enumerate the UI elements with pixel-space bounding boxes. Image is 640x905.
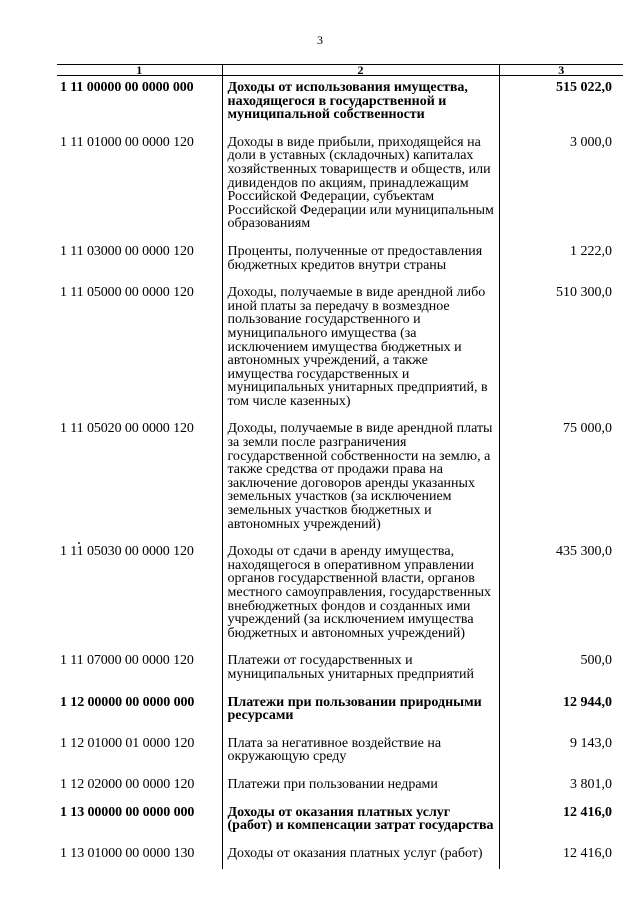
- amount-cell: 3 801,0: [570, 776, 612, 792]
- revenue-name-cell: Доходы в виде прибыли, приходящейся на доли в уставных (складочных) капиталах хозяйственных товариществ и обществ, или дивидендов по акциям, принадлежащим Российской Федерации, субъектам Российской Федерации или муниципальным образованиям: [222, 131, 499, 240]
- amount-cell: 510 300,0: [556, 285, 612, 301]
- revenue-name-cell: Плата за негативное воздействие на окружающую среду: [222, 732, 499, 773]
- amount-cell: 515 022,0: [556, 80, 612, 95]
- budget-code-cell: 1 12 00000 00 0000 000: [60, 694, 195, 710]
- table-row: [57, 540, 623, 649]
- amount-cell: 500,0: [580, 653, 612, 669]
- amount-cell: 75 000,0: [563, 421, 612, 437]
- table-row: [57, 417, 623, 540]
- column-header-2: 2: [222, 65, 499, 76]
- table-row: [57, 281, 623, 417]
- budget-code-cell: 1 11 00000 00 0000 000: [60, 80, 194, 95]
- budget-code-cell: 1 12 01000 01 0000 120: [60, 735, 195, 751]
- revenue-name-cell: Платежи от государственных и муниципальных унитарных предприятий: [222, 649, 499, 690]
- revenue-table: [57, 64, 623, 869]
- table-row: [57, 732, 623, 773]
- amount-cell: 3 000,0: [570, 134, 612, 150]
- budget-code-cell: 1 13 00000 00 0000 000: [60, 804, 195, 820]
- revenue-name-cell: Проценты, полученные от предоставления бюджетных кредитов внутри страны: [222, 240, 499, 281]
- revenue-name-cell: Доходы от сдачи в аренду имущества, находящегося в оперативном управлении органов государственной власти, органов местного самоуправления, государственных внебюджетных фондов и созданных ими учреждений (за исключением имущества бюджетных и автономных учреждений): [222, 540, 499, 649]
- revenue-name-cell: Доходы от оказания платных услуг (работ): [222, 842, 499, 870]
- revenue-name-cell: Доходы, получаемые в виде арендной либо иной платы за передачу в возмездное пользование государственного и муниципального имущества (за исключением имущества бюджетных и автономных учреждений, а также имущества государственных и муниципальных унитарных предприятий, в том числе казенных): [222, 281, 499, 417]
- budget-code-cell: 1 12 02000 00 0000 120: [60, 776, 195, 792]
- table-row: [57, 76, 623, 131]
- table-row: [57, 842, 623, 870]
- amount-cell: 1 222,0: [570, 243, 612, 259]
- scan-speck: [78, 542, 80, 544]
- budget-code-cell: 1 11 07000 00 0000 120: [60, 653, 194, 669]
- revenue-name-cell: Доходы от использования имущества, находящегося в государственной и муниципальной собственности: [222, 76, 499, 131]
- table-row: [57, 691, 623, 732]
- amount-cell: 12 416,0: [563, 804, 612, 820]
- budget-code-cell: 1 13 01000 00 0000 130: [60, 845, 195, 861]
- amount-cell: 12 416,0: [563, 845, 612, 861]
- revenue-name-cell: Платежи при пользовании природными ресурсами: [222, 691, 499, 732]
- budget-code-cell: 1 11 05000 00 0000 120: [60, 285, 194, 301]
- amount-cell: 9 143,0: [570, 735, 612, 751]
- table-header: [57, 65, 623, 76]
- budget-code-cell: 1 11 01000 00 0000 120: [60, 134, 194, 150]
- amount-cell: 435 300,0: [556, 544, 612, 560]
- column-header-1: 1: [57, 65, 222, 76]
- budget-code-cell: 1 11 03000 00 0000 120: [60, 243, 194, 259]
- table-row: [57, 649, 623, 690]
- table-body: [57, 76, 623, 870]
- revenue-name-cell: Доходы от оказания платных услуг (работ) и компенсации затрат государства: [222, 801, 499, 842]
- amount-cell: 12 944,0: [563, 694, 612, 710]
- budget-code-cell: 1 11 05030 00 0000 120: [60, 544, 194, 560]
- column-header-3: 3: [499, 65, 623, 76]
- revenue-name-cell: Платежи при пользовании недрами: [222, 773, 499, 801]
- table-row: [57, 801, 623, 842]
- budget-code-cell: 1 11 05020 00 0000 120: [60, 421, 194, 437]
- page-number: 3: [317, 33, 323, 47]
- revenue-name-cell: Доходы, получаемые в виде арендной платы за земли после разграничения государственной собственности на землю, а также средства от продажи права на заключение договоров аренды указанных земельных участков (за исключением земельных участков бюджетных и автономных учреждений): [222, 417, 499, 540]
- table-row: [57, 773, 623, 801]
- table-row: [57, 240, 623, 281]
- table-row: [57, 131, 623, 240]
